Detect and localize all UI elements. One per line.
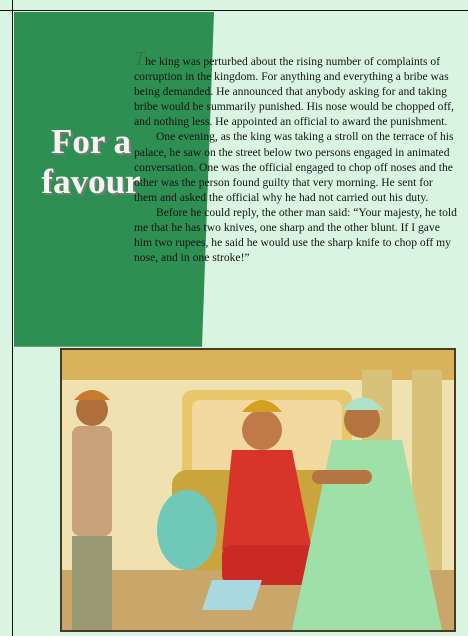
story-text [134,48,458,265]
story-paragraph-2: One evening, as the king was taking a stroll on the terrace of his palace, he saw on the street below two persons engaged in animated conversation. One was the official engaged to chop off noses and the other was the person found guilty that very morning. He sent for them and asked the official why he had not carried out his duty. [134,130,454,204]
title-line-2: favour [41,162,141,201]
illustration [60,348,456,632]
story-paragraph-3: Before he could reply, the other man said: “Your majesty, he told me that he has two knives, one sharp and the other blunt. If I gave him two rupees, he said he would use the sharp knife to chop off my nose, and in one stroke!” [134,205,457,265]
crop-mark-left [12,0,13,636]
title-line-1: For a [50,122,132,161]
paragraph-1-text: he king was perturbed about the rising number of complaints of corruption in the kingdom. For anything and everything a bribe was being demanded. He announced that anybody asking for and taking bribe would be summarily punished. His nose would be chopped off, and nothing less. He appointed an official to award the punishment. [134,55,454,129]
crop-mark-top [0,10,468,11]
drop-cap: T [134,48,146,70]
story-paragraph-1 [134,48,458,129]
king-court-illustration-icon [62,350,454,630]
